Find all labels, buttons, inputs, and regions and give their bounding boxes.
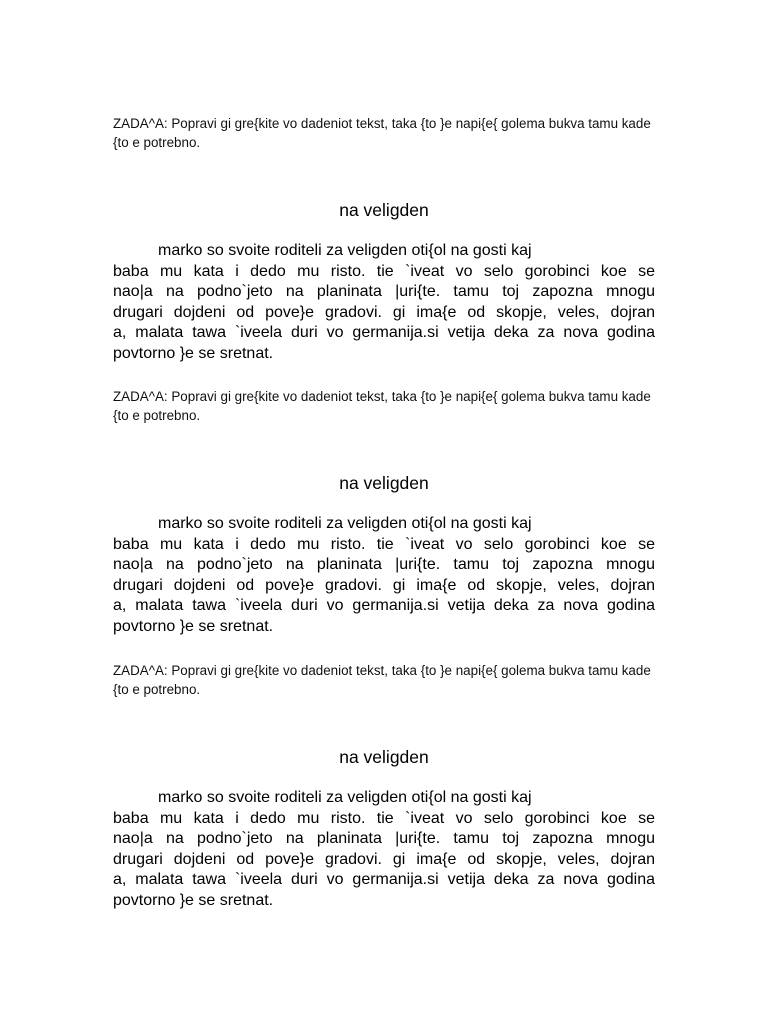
story-line: povtorno }e se sretnat.: [113, 344, 274, 362]
task-instruction: ZADA^A: Popravi gi gre{kite vo dadeniot tekst, taka {to }e napi{e{ golema bukva tamu kade {to e potrebno.: [113, 389, 651, 423]
task-instruction: ZADA^A: Popravi gi gre{kite vo dadeniot tekst, taka {to }e napi{e{ golema bukva tamu kade {to e potrebno.: [113, 663, 651, 697]
story-paragraph: [113, 788, 655, 912]
story-line: drugari dojdeni od pove}e gradovi. gi ima{e od skopje, veles, dojran: [113, 850, 655, 868]
exercise-section-3: [113, 661, 655, 909]
story-title: na veligden: [339, 747, 429, 767]
story-line: baba mu kata i dedo mu risto. tie `iveat vo selo gorobinci koe se: [113, 809, 655, 827]
story-line: nao|a na podno`jeto na planinata |uri{te. tamu toj zapozna mnogu: [113, 830, 655, 848]
story-line: baba mu kata i dedo mu risto. tie `iveat vo selo gorobinci koe se: [113, 535, 655, 553]
story-line: nao|a na podno`jeto na planinata |uri{te. tamu toj zapozna mnogu: [113, 283, 655, 301]
story-title: na veligden: [339, 473, 429, 493]
exercise-section-1: [113, 114, 655, 362]
task-instruction: ZADA^A: Popravi gi gre{kite vo dadeniot tekst, taka {to }e napi{e{ golema bukva tamu kade {to e potrebno.: [113, 116, 651, 150]
story-title: na veligden: [339, 200, 429, 220]
story-line: drugari dojdeni od pove}e gradovi. gi ima{e od skopje, veles, dojran: [113, 576, 655, 594]
story-line: povtorno }e se sretnat.: [113, 891, 274, 909]
story-line: a, malata tawa `iveela duri vo germanija.si vetija deka za nova godina: [113, 597, 655, 615]
story-paragraph: [113, 241, 655, 365]
story-line: a, malata tawa `iveela duri vo germanija.si vetija deka za nova godina: [113, 324, 655, 342]
story-line: povtorno }e se sretnat.: [113, 617, 274, 635]
story-line: marko so svoite roditeli za veligden oti{ol na gosti kaj: [158, 242, 532, 259]
story-line: drugari dojdeni od pove}e gradovi. gi ima{e od skopje, veles, dojran: [113, 303, 655, 321]
story-line: marko so svoite roditeli za veligden oti{ol na gosti kaj: [158, 789, 532, 806]
story-paragraph: [113, 514, 655, 638]
story-line: baba mu kata i dedo mu risto. tie `iveat vo selo gorobinci koe se: [113, 262, 655, 280]
story-line: a, malata tawa `iveela duri vo germanija.si vetija deka za nova godina: [113, 871, 655, 889]
story-line: nao|a na podno`jeto na planinata |uri{te. tamu toj zapozna mnogu: [113, 556, 655, 574]
story-line: marko so svoite roditeli za veligden oti{ol na gosti kaj: [158, 515, 532, 532]
exercise-section-2: [113, 387, 655, 635]
